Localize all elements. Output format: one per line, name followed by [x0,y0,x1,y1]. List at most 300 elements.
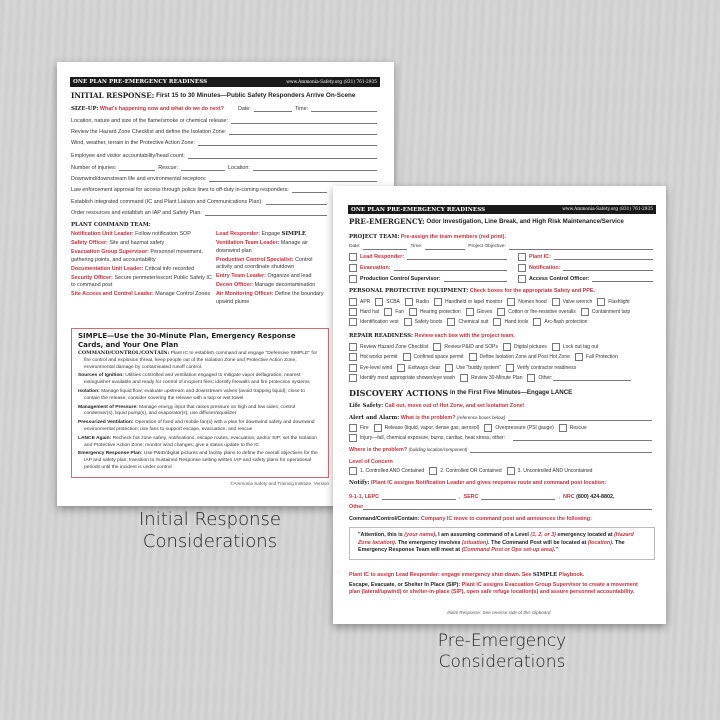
checkbox-label: Fall Protection [585,354,618,360]
script-text: , I am assuming command of a Level [435,532,529,538]
checkbox-label: Other: [538,375,553,381]
field-input[interactable] [198,144,377,146]
checkbox-square-icon[interactable] [349,353,357,361]
checkbox-square-icon[interactable] [493,318,501,326]
size-up-prompt: What's happening now and what do we do next? [99,106,224,112]
checkbox-square-icon[interactable] [518,253,526,261]
script-variable: (your name) [404,532,436,538]
notify-label: Notify: [349,480,370,486]
role-description: Manage decontamination [254,282,316,288]
alert-text: What is the problem? [400,415,456,421]
role-description: Control activity and coordinate shutdown [216,256,313,270]
command-role [71,291,213,299]
checkbox[interactable] [429,467,501,475]
field-label: Establish integrated command (IC and Plant Liaison and Communications Plan): [71,199,263,205]
rescue-label: Rescue: [158,165,179,171]
ppe-heading [349,287,595,295]
checkbox-label: Identification vest [360,319,399,325]
command-text: Company IC move to command post and announces the following: [420,516,592,522]
title-serif: INITIAL RESPONSE: [71,91,155,100]
team-role-field[interactable] [394,269,507,271]
team-role-label: Notification: [529,265,561,271]
team-role-field[interactable] [407,258,507,260]
script-variable: (Hazard Zone location) [358,532,634,546]
notify-text: IPlant IC assigns Notification Leader and gives response route and command post location: [371,480,607,486]
simple-item-lead: Management of Pressure: [78,404,138,410]
nrc-phone: (800) 424-8802, [576,494,615,500]
notify-row [349,479,606,487]
caption-line: Considerations [142,531,278,552]
checkbox-square-icon[interactable] [497,308,505,316]
checkbox-square-icon[interactable] [349,424,357,432]
objective-label: Project Objective: [468,244,506,249]
checkbox[interactable] [404,318,443,326]
role-description: Personnel movement, gathering points, and accountability [71,249,203,263]
script-text: "Attention, this is [358,532,403,538]
role-title: Decon Officer: [216,282,254,288]
level-checklist [349,467,597,475]
role-description: Manage air downwind plan [216,240,308,254]
lead-assign-text: Plant IC to assign Lead Responder: engage emergency shut-down. See [349,572,532,578]
roles-right-column [216,231,329,308]
problem-checklist [349,424,592,432]
script-variable: (situation) [461,539,489,546]
checkbox[interactable] [552,298,593,306]
field-row [71,128,379,136]
injuries-field[interactable] [119,170,155,171]
checkbox[interactable] [493,318,528,326]
team-role-field[interactable] [563,269,653,271]
checkbox-square-icon[interactable] [349,298,357,306]
role-description: Organize and lead [267,273,312,279]
other-row [349,503,654,511]
discovery-heading [349,389,572,397]
rescue-field[interactable] [181,170,225,171]
checkbox-square-icon[interactable] [503,343,511,351]
role-description: Critical info recorded [144,265,195,272]
checkbox[interactable] [506,364,576,372]
checkbox[interactable] [349,298,370,306]
checkbox-square-icon[interactable] [507,467,515,475]
serc-field[interactable] [481,499,555,500]
checkbox-label: 1. Controlled AND Contained [360,468,425,474]
checkbox-square-icon[interactable] [349,467,357,475]
checkbox-square-icon[interactable] [403,353,411,361]
header-title: ONE PLAN PRE-EMERGENCY READINESS [73,79,208,85]
discovery-rest: in the First Five Minutes—Engage LANCE [449,389,573,396]
simple-title: SIMPLE—Use the 30-Minute Plan, Emergency Response Cards, and Your One Plan [78,332,296,349]
injury-field[interactable] [513,439,652,441]
checkbox[interactable] [433,343,498,351]
alert-label: Alert and Alarm: [349,415,400,421]
checkbox-label: 2. Controlled OR Contained [440,468,502,474]
checkbox-label: Hard hat [360,309,380,315]
field-row [71,209,329,217]
checklist-row [349,298,655,306]
role-description: Manage Control Zones [155,291,211,297]
checkbox-label: Fan [395,309,404,315]
escape-text: Plant IC assigns Evacuation Group Supervisor to create a movement plan (lateral/upwind) or shelter-in-place (SIP), open safe refuge location(s) and assure personnel accountability. [349,582,638,596]
location-field[interactable] [253,169,377,171]
checkbox-square-icon[interactable] [349,374,357,382]
date-row [349,243,655,251]
team-role-row [349,264,509,272]
role-title: Air Monitoring Officer: [216,291,274,297]
project-team-row [349,233,506,241]
checkbox-square-icon[interactable] [433,343,441,351]
team-role-label: Access Control Officer: [529,276,590,282]
team-role-field[interactable] [592,280,653,282]
checkbox[interactable] [533,318,587,326]
simple-item-text: Use P&ID/digital pictures and facility plans to define the overall objectives for the IAP and safety plan; transition to Sustained Response setting written IAP and safety plans for operational periods until the incident is under control [84,451,318,470]
role-title: Production Control Specialist: [216,256,294,263]
checkbox-square-icon[interactable] [374,424,382,432]
checkbox-label: Injury—fall, chemical exposure, burns, cardiac, heat stress, other: [360,435,506,441]
sheet-title [71,92,355,100]
field-label: Wind, weather, terrain in the Protective Action Zone: [71,140,196,146]
other-field[interactable] [363,508,652,510]
team-role-label: Lead Responder: [360,254,405,260]
checkbox-label: Eye-level wind [360,365,393,371]
date-field[interactable] [363,249,407,250]
checkbox-label: Hand tools [504,319,529,325]
script-variable: (1, 2, or 3) [530,532,556,538]
simple-item [78,373,322,387]
field-row [71,198,329,206]
checkbox-label: Define Isolation Zone and Post Hot Zone [479,354,570,360]
checkbox-square-icon[interactable] [384,308,392,316]
checkbox-label: Rescue [569,425,587,431]
checkbox-label: Chemical suit [458,319,489,325]
checkbox-square-icon[interactable] [349,264,357,272]
checkbox-square-icon[interactable] [404,318,412,326]
life-safety-label: Life Safety: [349,403,384,409]
command-role [216,257,329,272]
discovery-serif: DISCOVERY ACTIONS [349,388,449,398]
field-input[interactable] [266,203,327,205]
role-title: Documentation Unit Leader: [71,265,144,272]
team-role-checkbox[interactable] [349,275,441,283]
checkbox-square-icon[interactable] [397,364,405,372]
checkbox[interactable] [349,353,398,361]
field-label: Downwind/downstream life and environmental receptors: [71,176,207,182]
date-label: Date: [349,244,361,249]
checkbox[interactable] [375,298,400,306]
checkbox-square-icon[interactable] [349,343,357,351]
checkbox-label: Digital pictures [514,344,547,350]
checklist-row [349,364,655,372]
checkbox-label: Containment tarp [591,309,631,315]
simple-item [78,451,322,471]
checkbox[interactable] [445,364,501,372]
ppe-label: PERSONAL PROTECTIVE EQUIPMENT: [349,288,469,294]
time-label: Time: [294,106,309,112]
checkbox[interactable] [552,343,599,351]
checkbox-square-icon[interactable] [533,318,541,326]
field-row [71,186,329,194]
checkbox[interactable] [484,424,553,432]
script-text: . The Emergency Response Team will meet at [358,539,625,553]
footer-note: Initial Response: See reverse side of this clipboard. [447,610,552,615]
size-up-row [71,105,379,113]
role-title: Evacuation Group Supervisor: [71,249,149,255]
escape-paragraph [349,582,649,597]
checkbox-label: Overpressure (PSI gauge) [495,425,554,431]
simple-item [78,436,322,450]
attention-script [349,527,655,560]
level-label: Level of Concern [349,459,393,465]
team-role-checkbox[interactable] [349,253,404,261]
checkbox-square-icon[interactable] [527,374,535,382]
checkbox[interactable] [469,353,570,361]
where-note: (building location/component) [408,447,468,452]
checkbox-label: Confined space permit [413,354,464,360]
checkbox-square-icon[interactable] [349,364,357,372]
checklist-row [349,374,655,382]
team-role-row [518,253,655,261]
repair-label: REPAIR READINESS: [349,333,413,339]
checkbox-label: Valve wrench [562,299,593,305]
script-text: emergency located at [557,532,613,538]
checkbox[interactable] [597,298,629,306]
checkbox-square-icon[interactable] [507,298,515,306]
other-field[interactable] [553,380,631,381]
project-team-prompt: Pre-assign the team members (red print). [400,234,506,240]
checkbox-square-icon[interactable] [466,308,474,316]
checkbox-square-icon[interactable] [597,298,605,306]
injuries-label: Number of injuries: [71,165,117,171]
checkbox[interactable] [559,424,587,432]
field-label: Order resources and establish an IAP and Safety Plan: [71,210,202,216]
life-safety-row [349,402,525,410]
title-rest: Odor Investigation, Line Break, and High Risk Maintenance/Service [426,218,624,225]
checkbox[interactable] [575,353,618,361]
checkbox[interactable] [409,308,461,316]
field-input[interactable] [229,133,377,135]
role-title: Notification Unit Leader: [71,231,134,237]
checkbox-square-icon[interactable] [552,298,560,306]
checkbox[interactable] [581,308,630,316]
simple-item-text: Utilities controlled and ventilation engaged to mitigate vapor deflagration; nearest extinguisher available and ready for control of incipient fires; identify firewalls and fire protection systems [84,373,310,386]
checkbox[interactable] [349,318,399,326]
alert-field[interactable] [508,419,652,421]
checkbox-label: Exitways clear [408,365,441,371]
checkbox-square-icon[interactable] [375,298,383,306]
time-field[interactable] [425,249,465,250]
caption-line: Initial Response [139,509,281,530]
sheet-title [349,218,624,226]
checkbox[interactable] [507,298,546,306]
checkbox-square-icon[interactable] [349,308,357,316]
team-role-checkbox[interactable] [518,264,560,272]
field-input[interactable] [188,157,377,159]
checkbox-square-icon[interactable] [575,353,583,361]
checkbox[interactable] [374,424,480,432]
script-text: . The Command Post will be located at [488,539,587,546]
checkbox-square-icon[interactable] [552,343,560,351]
checkbox-square-icon[interactable] [506,364,514,372]
role-extra: SIMPLE [281,231,306,237]
serc-label: SERC [463,494,479,500]
team-role-row [518,264,655,272]
checkbox[interactable] [349,364,392,372]
role-description: Secure perimeter/escort Public Safety IC to command post [71,274,212,288]
checkbox[interactable] [460,374,522,382]
simple-item-lead: Pressurized Ventilation: [78,420,134,426]
checkbox[interactable] [349,424,369,432]
checklist-row [349,318,655,326]
team-role-label: Evacuation: [360,265,391,271]
checkbox[interactable] [349,308,379,316]
checkbox-square-icon[interactable] [445,364,453,372]
field-input[interactable] [209,180,377,182]
field-row [71,139,379,147]
simple-section [71,328,329,487]
checkbox[interactable] [403,353,464,361]
checkbox[interactable] [384,308,404,316]
checkbox[interactable] [507,467,593,475]
repair-heading [349,332,515,340]
lepc-field[interactable] [382,499,456,500]
role-title: Site Access and Control Leader: [71,291,154,297]
checkbox-label: Arc-flash protection [544,319,588,325]
simple-item-text: Plant IC to establish command and engage "Defensive SIMPLE" for fire control and explosion threat, keep people out of the Isolation Zone and Protective Action Zone, environmental damage by contaminated runoff control. [84,351,318,370]
checkbox[interactable] [447,318,488,326]
checkbox-label: Cotton or fire-resistive overalls [508,309,576,315]
checkbox-square-icon[interactable] [405,298,413,306]
role-description: Follow notification SOP [135,231,191,237]
checkbox[interactable] [349,343,428,351]
simple-item-lead: Isolation: [78,388,100,394]
simple-item-lead: LANCE Again: [78,435,112,441]
checkbox-label: Flashlight [608,299,630,305]
checkbox-square-icon[interactable] [409,308,417,316]
checkbox-label: SCBA [386,299,400,305]
checkbox[interactable] [503,343,547,351]
header-bar [348,205,656,214]
command-row [349,515,592,523]
checkbox[interactable] [434,298,502,306]
checkbox-square-icon[interactable] [559,424,567,432]
checkbox-square-icon[interactable] [349,275,357,283]
checkbox-square-icon[interactable] [469,353,477,361]
checkbox-label: Hearing protection [419,309,461,315]
role-description: Define the boundary upwind plume [216,291,324,305]
command-team-heading [71,221,151,229]
simple-item-lead: Emergency Response Plan: [78,451,143,457]
where-field[interactable] [470,451,652,453]
checkbox-square-icon[interactable] [429,467,437,475]
checkbox-label: Gloves [476,309,493,315]
simple-box [71,328,329,478]
checkbox-label: Handheld or lapel monitor [444,299,503,305]
pre-emergency-caption [402,631,602,673]
role-description: Engage [261,231,281,237]
field-input[interactable] [205,214,327,216]
playbook-word: Playbook. [558,572,585,578]
checkbox[interactable] [497,308,576,316]
simple-word: SIMPLE [532,572,558,578]
checkbox-square-icon[interactable] [434,298,442,306]
team-role-checkbox[interactable] [518,275,589,283]
field-input[interactable] [292,191,327,193]
checkbox-square-icon[interactable] [518,264,526,272]
repair-prompt: Review each box with the project team. [414,333,515,339]
checkbox-label: Lock out tag out [562,344,599,350]
checkbox[interactable] [527,374,552,382]
simple-item [78,350,322,371]
field-row [71,152,379,160]
injury-checkbox[interactable] [349,434,505,442]
caption-line: Pre-Emergency [437,631,567,651]
simple-item-lead: COMMAND/CONTROL/CONTAIN: [78,350,170,356]
command-role [71,240,213,248]
checkbox-label: Release (liquid, vapor, dense gas, aerosol) [384,425,480,431]
level-heading [349,458,393,466]
date-field[interactable] [254,111,292,112]
checkbox[interactable] [349,467,424,475]
checkbox-square-icon[interactable] [484,424,492,432]
command-role [216,282,329,290]
team-role-checkbox[interactable] [518,253,551,261]
title-rest: First 15 to 30 Minutes—Public Safety Responders Arrive On-Scene [156,92,356,99]
team-role-field[interactable] [554,258,653,260]
field-row [71,175,379,183]
header-bar [70,77,380,87]
checklist-row [349,353,655,361]
command-label: Command/Control/Contain: [349,516,420,522]
checkbox-label: Verify contractor readiness [516,365,577,371]
checkbox-square-icon[interactable] [518,275,526,283]
role-title: Ventilation Team Leader: [216,240,280,246]
time-field[interactable] [311,110,377,112]
checkbox-label: APR [360,299,371,305]
injuries-row [71,164,379,172]
script-text: ." [553,547,558,553]
command-role [216,291,329,306]
team-role-row [518,275,655,283]
size-up-label: SIZE-UP: [71,106,99,112]
checkbox[interactable] [405,298,429,306]
team-role-field[interactable] [444,280,507,282]
checkbox[interactable] [349,374,455,382]
command-team-roles [71,231,329,308]
injury-row [349,434,654,442]
field-input[interactable] [231,122,377,124]
escape-label: Escape, Evacuate, or Shelter In Place (SIP): [349,582,461,588]
checkbox-square-icon[interactable] [447,318,455,326]
role-title: Entry Team Leader: [216,273,266,279]
checkbox-square-icon[interactable] [349,318,357,326]
simple-item-text: Recheck hot zone safety, notifications, escape routes, evacuation, and/or SIP; set the Isolation and Protective Action Zone; monitor wind changes; give a status update to the IC [84,435,317,448]
simple-item-text: Manage energy input that raises pressure on high and low sides; control condenser(s), liquid pump(s), and evaporator(s); use diffuser/equalizer [84,404,296,417]
team-role-row [349,253,509,261]
role-title: Safety Officer: [71,240,108,246]
other-label: Other [349,504,364,510]
team-role-label: Plant IC: [529,254,551,260]
team-role-checkbox[interactable] [349,264,391,272]
checkbox-square-icon[interactable] [460,374,468,382]
checkbox[interactable] [397,364,440,372]
checklist-row [349,308,655,316]
simple-item-text: Operation of fixed and mobile fan(s) with a plan for downwind safety and downwind environmental protection; use fans to support escape, evacuation, and rescue [84,420,315,432]
checkbox-square-icon[interactable] [581,308,589,316]
checkbox[interactable] [466,308,493,316]
header-contact: www.Ammonia-Safety.org (831) 761-2935 [286,79,377,85]
objective-field[interactable] [509,248,653,250]
lead-assign-row [349,571,584,579]
checkbox-square-icon[interactable] [349,253,357,261]
